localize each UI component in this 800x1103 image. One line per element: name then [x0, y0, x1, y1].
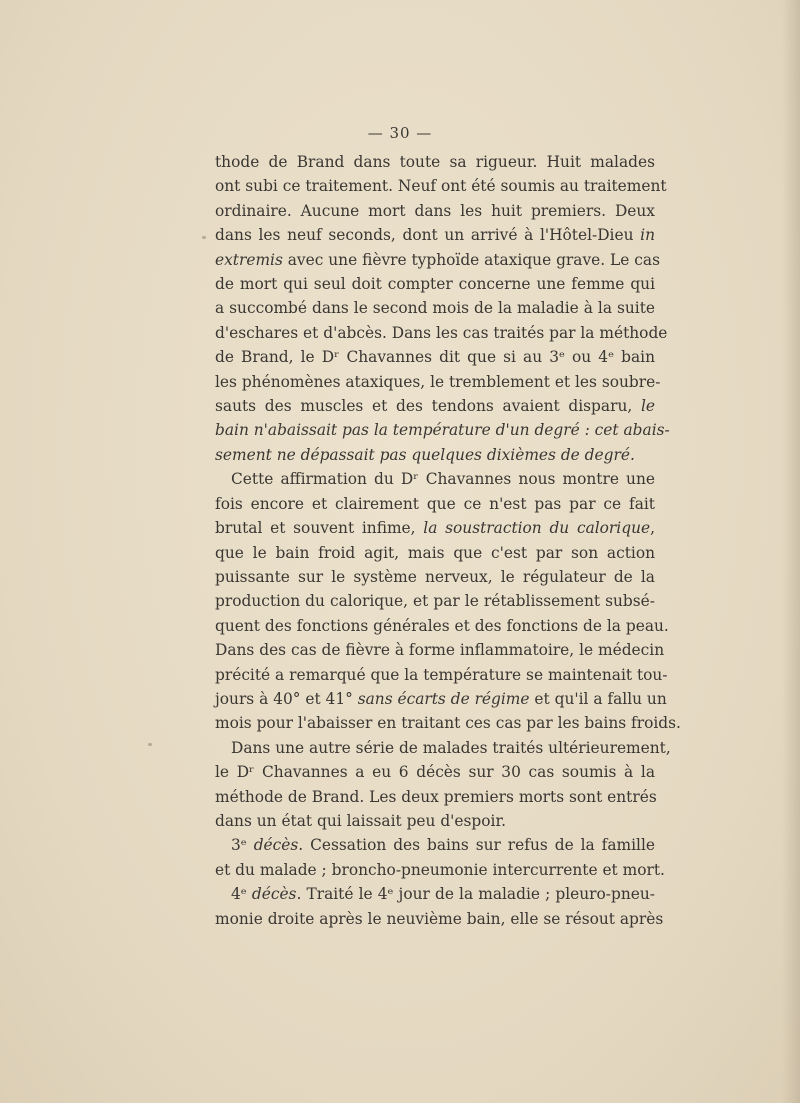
text-line: [215, 907, 664, 931]
text-segment: dans un état qui laissait peu d'espoir.: [215, 811, 507, 830]
text-segment: monie droite après le neuvième bain, elle se résout après: [215, 909, 664, 928]
text-segment: les phénomènes ataxiques, le tremblement et les soubre-: [215, 372, 661, 391]
text-segment: ,: [650, 519, 655, 538]
text-line: [215, 418, 670, 442]
text-line: [215, 223, 655, 247]
italic-text-segment: bain n'abaissait pas la température d'un degré : cet abais-: [215, 421, 670, 440]
page-edge-shadow: [782, 0, 800, 1103]
text-segment: de mort qui seul doit compter concerne une femme qui: [215, 275, 655, 294]
italic-text-segment: extremis: [215, 250, 283, 269]
text-line: [215, 174, 667, 198]
text-segment: production du calorique, et par le rétablissement subsé-: [215, 592, 655, 611]
body-text: [215, 150, 681, 931]
text-line: [215, 589, 655, 613]
text-segment: 4ᵉ: [231, 885, 252, 904]
text-line: [215, 345, 655, 369]
italic-text-segment: décès: [253, 836, 299, 855]
text-line: [215, 541, 655, 565]
text-line: [215, 516, 655, 540]
italic-text-segment: décès: [251, 885, 297, 904]
speck-mark: [202, 236, 206, 239]
text-segment: méthode de Brand. Les deux premiers morts sont entrés: [215, 787, 657, 806]
italic-text-segment: le: [640, 397, 655, 416]
text-segment: quent des fonctions générales et des fonctions de la peau.: [215, 616, 669, 635]
text-line: [215, 882, 655, 906]
text-line: [215, 150, 655, 174]
text-segment: précité a remarqué que la température se maintenait tou-: [215, 665, 668, 684]
text-segment: fois encore et clairement que ce n'est pas par ce fait: [215, 494, 655, 513]
text-segment: ont subi ce traitement. Neuf ont été soumis au traitement: [215, 177, 667, 196]
text-segment: que le bain froid agit, mais que c'est par son action: [215, 543, 655, 562]
speck-mark: [148, 743, 152, 746]
text-segment: Dans des cas de fièvre à forme inflammatoire, le médecin: [215, 641, 665, 660]
text-segment: brutal et souvent infime,: [215, 519, 424, 538]
text-line: [215, 736, 671, 760]
text-line: [215, 711, 681, 735]
text-line: [215, 760, 655, 784]
text-line: [215, 614, 669, 638]
text-line: [215, 785, 655, 809]
text-segment: ordinaire. Aucune mort dans les huit premiers. Deux: [215, 201, 655, 220]
text-line: [215, 199, 655, 223]
text-segment: 3ᵉ: [231, 836, 254, 855]
text-segment: a succombé dans le second mois de la maladie à la suite: [215, 299, 655, 318]
text-line: [215, 321, 668, 345]
text-line: [215, 565, 655, 589]
italic-text-segment: sans écarts de régime: [357, 689, 530, 708]
text-segment: thode de Brand dans toute sa rigueur. Huit malades: [215, 153, 655, 171]
text-line: [215, 809, 655, 833]
text-segment: avec une fièvre typhoïde ataxique grave. Le cas: [282, 250, 660, 269]
text-line: [215, 248, 660, 272]
text-segment: et du malade ; broncho-pneumonie intercurrente et mort.: [215, 860, 665, 879]
text-segment: d'eschares et d'abcès. Dans les cas traités par la méthode: [215, 323, 668, 342]
text-segment: sauts des muscles et des tendons avaient disparu,: [215, 397, 641, 416]
text-line: [215, 296, 655, 320]
text-segment: . Traité le 4ᵉ jour de la maladie ; pleuro-pneu-: [296, 885, 655, 904]
italic-text-segment: sement ne dépassait pas quelques dixièmes de degré.: [215, 445, 635, 464]
text-line: [215, 467, 655, 491]
text-segment: . Cessation des bains sur refus de la famille: [298, 836, 655, 855]
text-line: [215, 687, 667, 711]
text-segment: puissante sur le système nerveux, le régulateur de la: [215, 567, 655, 586]
text-line: [215, 833, 655, 857]
text-segment: Cette affirmation du Dʳ Chavannes nous montre une: [231, 470, 655, 489]
text-segment: le Dʳ Chavannes a eu 6 décès sur 30 cas soumis à la: [215, 763, 655, 782]
text-line: [215, 663, 668, 687]
text-segment: Dans une autre série de malades traités ultérieurement,: [231, 738, 671, 757]
text-segment: jours à 40° et 41°: [215, 689, 358, 708]
text-line: [215, 272, 655, 296]
italic-text-segment: in: [640, 226, 655, 245]
text-line: [215, 443, 655, 467]
text-segment: dans les neuf seconds, dont un arrivé à l'Hôtel-Dieu: [215, 226, 641, 245]
text-line: [215, 394, 655, 418]
text-line: [215, 492, 655, 516]
italic-text-segment: la soustraction du calorique: [423, 519, 651, 538]
text-line: [215, 638, 665, 662]
page-number: — 30 —: [367, 124, 433, 142]
text-segment: mois pour l'abaisser en traitant ces cas par les bains froids.: [215, 714, 681, 733]
text-segment: et qu'il a fallu un: [529, 689, 667, 708]
text-segment: de Brand, le Dʳ Chavannes dit que si au 3ᵉ ou 4ᵉ bain: [215, 348, 655, 367]
text-line: [215, 858, 665, 882]
text-line: [215, 370, 661, 394]
